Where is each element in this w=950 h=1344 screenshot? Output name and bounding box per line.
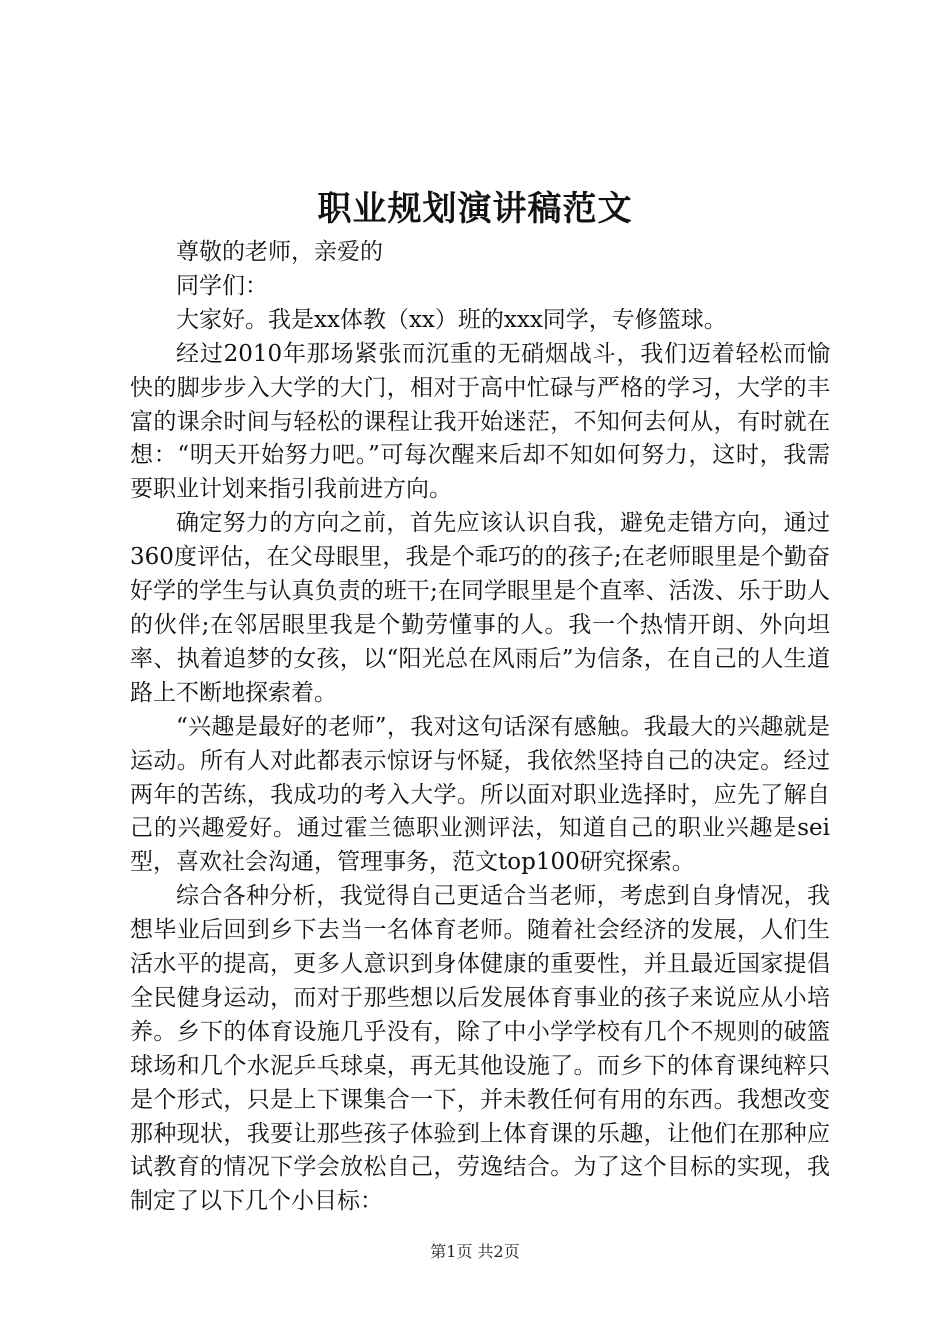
body-paragraph: 确定努力的方向之前，首先应该认识自我，避免走错方向，通过360度评估，在父母眼里，我是个乖巧的的孩子;在老师眼里是个勤奋好学的学生与认真负责的班干;在同学眼里是个直率、活泼、乐于助人的伙伴;在邻居眼里我是个勤劳懂事的人。我一个热情开朗、外向坦率、执着追梦的女孩，以“阳光总在风雨后”为信条，在自己的人生道路上不断地探索着。 xyxy=(130,510,830,706)
document-title: 职业规划演讲稿范文 xyxy=(317,189,633,229)
greeting-line: 尊敬的老师，亲爱的 xyxy=(176,239,383,265)
body-paragraph: 经过2010年那场紧张而沉重的无硝烟战斗，我们迈着轻松而愉快的脚步步入大学的大门，相对于高中忙碌与严格的学习，大学的丰富的课余时间与轻松的课程让我开始迷茫，不知何去何从，有时就在想：“明天开始努力吧。”可每次醒来后却不知如何努力，这时，我需要职业计划来指引我前进方向。 xyxy=(130,340,830,503)
page-number-footer: 第1页 共2页 xyxy=(430,1242,520,1261)
body-paragraph: 综合各种分析，我觉得自己更适合当老师，考虑到自身情况，我想毕业后回到乡下去当一名体育老师。随着社会经济的发展，人们生活水平的提高，更多人意识到身体健康的重要性，并且最近国家提倡全民健身运动，而对于那些想以后发展体育事业的孩子来说应从小培养。乡下的体育设施几乎没有，除了中小学学校有几个不规则的破篮球场和几个水泥乒乓球桌，再无其他设施了。而乡下的体育课纯粹只是个形式，只是上下课集合一下，并未教任何有用的东西。我想改变那种现状，我要让那些孩子体验到上体育课的乐趣，让他们在那种应试教育的情况下学会放松自己，劳逸结合。为了这个目标的实现，我制定了以下几个小目标： xyxy=(130,883,830,1215)
introduction-paragraph: 大家好。我是xx体教（xx）班的xxx同学，专修篮球。 xyxy=(176,306,727,333)
document-body xyxy=(130,236,830,1219)
greeting-line-continued: 同学们： xyxy=(176,272,268,299)
body-paragraph: “兴趣是最好的老师”，我对这句话深有感触。我最大的兴趣就是运动。所有人对此都表示惊讶与怀疑，我依然坚持自己的决定。经过两年的苦练，我成功的考入大学。所以面对职业选择时，应先了解自己的兴趣爱好。通过霍兰德职业测评法，知道自己的职业兴趣是sei型，喜欢社会沟通，管理事务，范文top100研究探索。 xyxy=(130,713,830,876)
